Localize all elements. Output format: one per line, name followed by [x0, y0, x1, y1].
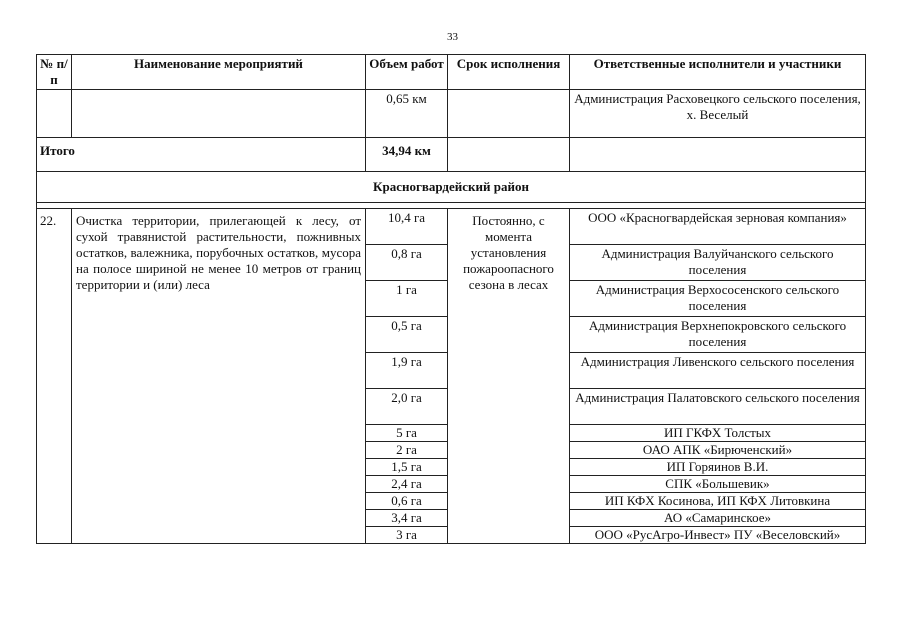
- total-label: Итого: [37, 138, 366, 172]
- section-row: [37, 172, 866, 203]
- header-name: Наименование мероприятий: [72, 55, 366, 90]
- item-responsible: ОАО АПК «Бирюченский»: [570, 442, 866, 459]
- item-responsible: Администрация Ливенского сельского поселения: [570, 353, 866, 389]
- item-responsible: СПК «Большевик»: [570, 476, 866, 493]
- item-responsible: ООО «РусАгро-Инвест» ПУ «Веселовский»: [570, 527, 866, 544]
- item-volume: 1,9 га: [366, 353, 448, 389]
- section-title: Красногвардейский район: [37, 172, 866, 203]
- item-responsible: ООО «Красногвардейская зерновая компания»: [570, 209, 866, 245]
- continuation-row: [37, 90, 866, 138]
- item-volume: 3 га: [366, 527, 448, 544]
- item-row: [37, 209, 866, 245]
- item-volume: 5 га: [366, 425, 448, 442]
- item-responsible: ИП КФХ Косинова, ИП КФХ Литовкина: [570, 493, 866, 510]
- header-volume: Объем работ: [366, 55, 448, 90]
- item-volume: 1 га: [366, 281, 448, 317]
- item-volume: 0,5 га: [366, 317, 448, 353]
- item-volume: 2,0 га: [366, 389, 448, 425]
- item-volume: 1,5 га: [366, 459, 448, 476]
- item-volume: 2 га: [366, 442, 448, 459]
- item-responsible: Администрация Верхнепокровского сельского поселения: [570, 317, 866, 353]
- item-volume: 0,6 га: [366, 493, 448, 510]
- item-volume: 3,4 га: [366, 510, 448, 527]
- item-responsible: Администрация Верхососенского сельского поселения: [570, 281, 866, 317]
- header-num: № п/п: [37, 55, 72, 90]
- item-volume: 2,4 га: [366, 476, 448, 493]
- item-volume: 0,8 га: [366, 245, 448, 281]
- item-responsible: Администрация Валуйчанского сельского поселения: [570, 245, 866, 281]
- item-number: 22.: [37, 209, 72, 544]
- item-responsible: Администрация Палатовского сельского поселения: [570, 389, 866, 425]
- item-term: Постоянно, с момента установления пожароопасного сезона в лесах: [448, 209, 570, 544]
- continuation-volume: 0,65 км: [366, 90, 448, 138]
- item-responsible: ИП ГКФХ Толстых: [570, 425, 866, 442]
- measures-table: [36, 54, 866, 544]
- continuation-responsible: Администрация Расховецкого сельского поселения, х. Веселый: [570, 90, 866, 138]
- item-name: Очистка территории, прилегающей к лесу, от сухой травянистой растительности, пожнивных остатков, валежника, порубочных остатков, мусора на полосе шириной не менее 10 метров от границ территории и (или) леса: [72, 209, 366, 544]
- header-term: Срок исполнения: [448, 55, 570, 90]
- total-value: 34,94 км: [366, 138, 448, 172]
- item-responsible: ИП Горяинов В.И.: [570, 459, 866, 476]
- header-row: [37, 55, 866, 90]
- page-number: 33: [447, 31, 458, 43]
- item-responsible: АО «Самаринское»: [570, 510, 866, 527]
- header-responsible: Ответственные исполнители и участники: [570, 55, 866, 90]
- item-volume: 10,4 га: [366, 209, 448, 245]
- total-row: [37, 138, 866, 172]
